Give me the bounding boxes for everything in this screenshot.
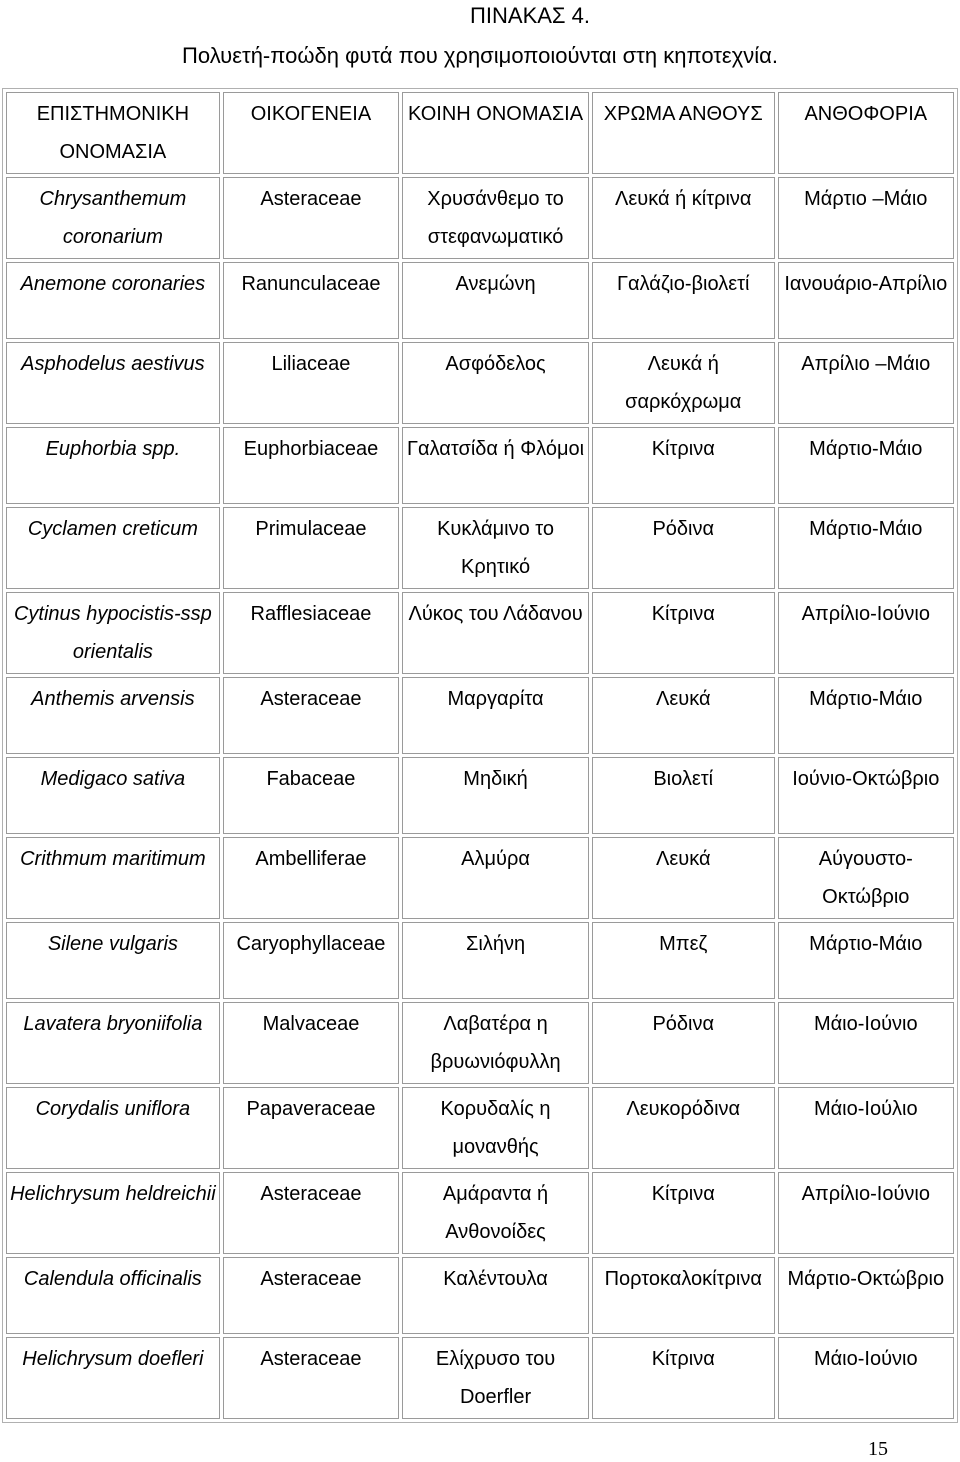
- cell-family: Papaveraceae: [223, 1087, 399, 1169]
- cell-family: Primulaceae: [223, 507, 399, 589]
- header-color: ΧΡΩΜΑ ΑΝΘΟΥΣ: [592, 92, 775, 174]
- table-row: [6, 1257, 954, 1334]
- cell-scientific: Cyclamen creticum: [6, 507, 220, 589]
- header-scientific: ΕΠΙΣΤΗΜΟΝΙΚΗ ΟΝΟΜΑΣΙΑ: [6, 92, 220, 174]
- plants-table: [2, 88, 958, 1423]
- table-row: [6, 837, 954, 919]
- cell-color: Λευκορόδινα: [592, 1087, 775, 1169]
- cell-scientific: Euphorbia spp.: [6, 427, 220, 504]
- cell-flowering: Μάρτιο-Μάιο: [778, 427, 954, 504]
- cell-color: Κίτρινα: [592, 1337, 775, 1419]
- table-row: [6, 1172, 954, 1254]
- cell-common: Χρυσάνθεμο το στεφανωματικό: [402, 177, 589, 259]
- table-row: [6, 1087, 954, 1169]
- header-row: [6, 92, 954, 174]
- cell-flowering: Μάιο-Ιούνιο: [778, 1002, 954, 1084]
- table-row: [6, 1002, 954, 1084]
- cell-color: Κίτρινα: [592, 1172, 775, 1254]
- cell-scientific: Anthemis arvensis: [6, 677, 220, 754]
- cell-color: Λευκά ή σαρκόχρωμα: [592, 342, 775, 424]
- cell-scientific: Helichrysum heldreichii: [6, 1172, 220, 1254]
- cell-family: Caryophyllaceae: [223, 922, 399, 999]
- cell-common: Λύκος του Λάδανου: [402, 592, 589, 674]
- cell-scientific: Asphodelus aestivus: [6, 342, 220, 424]
- cell-common: Ανεμώνη: [402, 262, 589, 339]
- header-family: ΟΙΚΟΓΕΝΕΙΑ: [223, 92, 399, 174]
- cell-common: Μηδική: [402, 757, 589, 834]
- cell-flowering: Απρίλιο-Ιούνιο: [778, 592, 954, 674]
- table-row: [6, 427, 954, 504]
- cell-family: Ambelliferae: [223, 837, 399, 919]
- cell-color: Λευκά: [592, 837, 775, 919]
- cell-color: Πορτοκαλοκίτρινα: [592, 1257, 775, 1334]
- cell-color: Κίτρινα: [592, 592, 775, 674]
- cell-color: Ρόδινα: [592, 507, 775, 589]
- cell-family: Euphorbiaceae: [223, 427, 399, 504]
- cell-flowering: Ιούνιο-Οκτώβριο: [778, 757, 954, 834]
- cell-common: Αλμύρα: [402, 837, 589, 919]
- cell-family: Asteraceae: [223, 677, 399, 754]
- cell-flowering: Απρίλιο –Μάιο: [778, 342, 954, 424]
- cell-family: Asteraceae: [223, 1337, 399, 1419]
- table-row: [6, 757, 954, 834]
- cell-family: Asteraceae: [223, 1172, 399, 1254]
- cell-common: Καλέντουλα: [402, 1257, 589, 1334]
- page-number: 15: [868, 1438, 888, 1460]
- cell-common: Αμάραντα ή Ανθονοίδες: [402, 1172, 589, 1254]
- cell-common: Ελίχρυσο του Doerfler: [402, 1337, 589, 1419]
- cell-family: Malvaceae: [223, 1002, 399, 1084]
- cell-family: Asteraceae: [223, 177, 399, 259]
- table-row: [6, 507, 954, 589]
- cell-common: Ασφόδελος: [402, 342, 589, 424]
- table-row: [6, 177, 954, 259]
- cell-scientific: Lavatera bryoniifolia: [6, 1002, 220, 1084]
- cell-scientific: Medigaco sativa: [6, 757, 220, 834]
- cell-scientific: Anemone coronaries: [6, 262, 220, 339]
- cell-common: Κυκλάμινο το Κρητικό: [402, 507, 589, 589]
- cell-flowering: Μάρτιο-Μάιο: [778, 677, 954, 754]
- cell-family: Ranunculaceae: [223, 262, 399, 339]
- cell-common: Σιλήνη: [402, 922, 589, 999]
- cell-family: Rafflesiaceae: [223, 592, 399, 674]
- table-row: [6, 342, 954, 424]
- cell-flowering: Μάρτιο-Μάιο: [778, 922, 954, 999]
- cell-flowering: Μάρτιο-Μάιο: [778, 507, 954, 589]
- cell-common: Λαβατέρα η βρυωνιόφυλλη: [402, 1002, 589, 1084]
- cell-scientific: Helichrysum doefleri: [6, 1337, 220, 1419]
- table-row: [6, 262, 954, 339]
- cell-flowering: Απρίλιο-Ιούνιο: [778, 1172, 954, 1254]
- cell-scientific: Chrysanthemum coronarium: [6, 177, 220, 259]
- cell-scientific: Corydalis uniflora: [6, 1087, 220, 1169]
- cell-scientific: Silene vulgaris: [6, 922, 220, 999]
- cell-family: Asteraceae: [223, 1257, 399, 1334]
- cell-color: Κίτρινα: [592, 427, 775, 504]
- cell-family: Liliaceae: [223, 342, 399, 424]
- table-row: [6, 677, 954, 754]
- table-row: [6, 922, 954, 999]
- table-title: ΠΙΝΑΚΑΣ 4.: [470, 3, 590, 28]
- cell-scientific: Calendula officinalis: [6, 1257, 220, 1334]
- cell-flowering: Μάρτιο –Μάιο: [778, 177, 954, 259]
- table-row: [6, 592, 954, 674]
- cell-flowering: Μάιο-Ιούνιο: [778, 1337, 954, 1419]
- cell-common: Κορυδαλίς η μονανθής: [402, 1087, 589, 1169]
- cell-color: Μπεζ: [592, 922, 775, 999]
- table-row: [6, 1337, 954, 1419]
- cell-flowering: Ιανουάριο-Απρίλιο: [778, 262, 954, 339]
- cell-color: Γαλάζιο-βιολετί: [592, 262, 775, 339]
- cell-flowering: Μάιο-Ιούλιο: [778, 1087, 954, 1169]
- table-subtitle: Πολυετή-ποώδη φυτά που χρησιμοποιούνται στη κηποτεχνία.: [181, 43, 779, 68]
- cell-scientific: Crithmum maritimum: [6, 837, 220, 919]
- header-common: ΚΟΙΝΗ ΟΝΟΜΑΣΙΑ: [402, 92, 589, 174]
- cell-family: Fabaceae: [223, 757, 399, 834]
- cell-color: Βιολετί: [592, 757, 775, 834]
- cell-common: Μαργαρίτα: [402, 677, 589, 754]
- cell-flowering: Μάρτιο-Οκτώβριο: [778, 1257, 954, 1334]
- header-flowering: ΑΝΘΟΦΟΡΙΑ: [778, 92, 954, 174]
- cell-common: Γαλατσίδα ή Φλόμοι: [402, 427, 589, 504]
- cell-color: Λευκά: [592, 677, 775, 754]
- cell-scientific: Cytinus hypocistis-ssp orientalis: [6, 592, 220, 674]
- cell-flowering: Αύγουστο-Οκτώβριο: [778, 837, 954, 919]
- cell-color: Ρόδινα: [592, 1002, 775, 1084]
- cell-color: Λευκά ή κίτρινα: [592, 177, 775, 259]
